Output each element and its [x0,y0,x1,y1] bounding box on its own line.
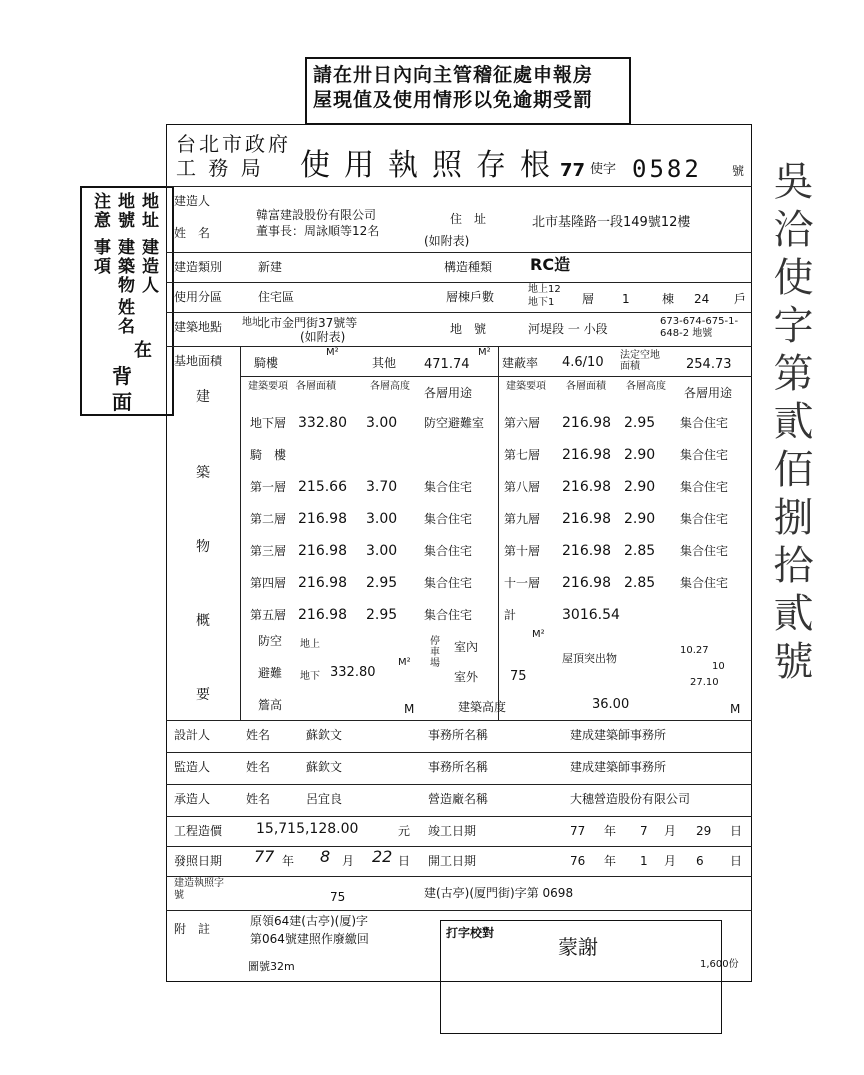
floor-header-area: 各層面積 [296,381,336,392]
use-value: 住宅區 [258,290,295,304]
floor-right-height-4: 2.85 [624,543,656,559]
issue-m: 月 [342,854,355,868]
builder-value2: 董事長：周詠順等12名 [256,224,380,238]
floor-left-height-5: 2.95 [366,575,398,591]
type-label: 建造類別 [174,260,223,274]
factory-label: 營造廠名稱 [428,792,489,806]
issue-d: 日 [398,854,411,868]
start-day: 6 [696,854,704,868]
top-stamp-line1: 請在卅日內向主管稽征處申報房 [313,64,594,86]
floor-right-height-1: 2.90 [624,447,656,463]
site-note: (如附表) [300,330,346,344]
parking-value: 75 [510,669,527,684]
floor-left-name-0: 地下層 [250,416,287,430]
designer-office: 建成建築師事務所 [570,728,667,742]
floor-right-name-1: 第七層 [504,448,541,462]
lot-numbers: 673-674-675-1-648-2 地號 [660,316,739,339]
household-unit: 戶 [734,292,747,306]
supervisor-name-label: 姓名 [246,760,271,774]
parking-indoor: 室內 [454,640,479,654]
issue-month: 8 [320,847,331,866]
start-year: 76 [570,854,586,868]
drawing-no: 圖號32m [248,960,295,973]
floor-left-height-4: 3.00 [366,543,398,559]
floor-right-use-4: 集合住宅 [680,544,729,558]
floor-right-height-5: 2.85 [624,575,656,591]
roof-value-1: 10.27 [680,645,709,656]
floor-header-item: 建築要項 [248,381,288,392]
site-value: 北市金門街37號等 [258,316,358,330]
floors-above: 地上12 [528,284,561,295]
row-divider-11 [166,876,752,877]
header-code-label: 使字 [590,162,617,177]
header-year: 77 [560,160,586,181]
supervisor-office: 建成建築師事務所 [570,760,667,774]
floors-label: 層棟戶數 [446,290,495,304]
left-stamp-note3: 面 [112,390,132,414]
left-stamp-note2: 背 [112,364,132,388]
floor-left-name-2: 第一層 [250,480,287,494]
complete-y: 年 [604,824,617,838]
floor-left-use-4: 集合住宅 [424,544,473,558]
complete-day: 29 [696,824,712,838]
top-stamp [305,57,631,125]
floor-header-use: 各層用途 [424,386,473,400]
floor-unit: 層 [582,292,595,306]
floor-header-item-r: 建築要項 [506,381,546,392]
floor-left-name-1: 騎 樓 [250,448,287,462]
address-label: 住 址 [450,212,487,226]
open-value: 254.73 [686,357,732,372]
open-label: 法定空地面積 [620,350,660,372]
eave-label: 簷高 [258,698,283,712]
supervisor-office-label: 事務所名稱 [428,760,489,774]
coverage-label: 建蔽率 [502,356,539,370]
households: 24 [694,292,710,306]
floor-left-area-0: 332.80 [298,415,347,431]
note-1: 原領64建(古亭)(厦)字 [250,914,368,928]
permit-text: 建(古亭)(厦門街)字第 0698 [424,886,574,900]
floor-right-name-4: 第十層 [504,544,541,558]
start-y: 年 [604,854,617,868]
floor-right-area-3: 216.98 [562,511,611,527]
floor-right-use-0: 集合住宅 [680,416,729,430]
complete-label: 竣工日期 [428,824,477,838]
floor-left-height-2: 3.70 [366,479,398,495]
complete-m: 月 [664,824,677,838]
air-raid-label: 防空 [258,634,283,648]
left-stamp-col3: 事項 [90,238,110,276]
floor-left-use-6: 集合住宅 [424,608,473,622]
structure-label: 構造種類 [444,260,493,274]
floor-right-use-3: 集合住宅 [680,512,729,526]
shelter-sub: 地下 [300,671,320,682]
header-main-title: 使用執照存根 [300,148,564,183]
floor-right-area-5: 216.98 [562,575,611,591]
cost-unit: 元 [398,824,411,838]
floor-right-use-1: 集合住宅 [680,448,729,462]
right-margin-text: 吳洽使字第貳佰捌拾貳號 [767,160,813,688]
side-label-3: 物 [196,539,210,555]
floor-right-use-5: 集合住宅 [680,576,729,590]
type-value: 新建 [258,260,283,274]
floor-left-name-5: 第四層 [250,576,287,590]
eave-m: M [404,702,415,716]
floor-right-area-6: 3016.54 [562,607,620,623]
floor-left-use-5: 集合住宅 [424,576,473,590]
floor-left-area-5: 216.98 [298,575,347,591]
factory: 大穗營造股份有限公司 [570,792,691,806]
permit-year: 75 [330,890,346,904]
other-m2: M² [478,347,491,358]
floor-header-height: 各層高度 [370,381,410,392]
floor-left-height-0: 3.00 [366,415,398,431]
left-stamp-col5: 地址 [138,192,158,230]
issue-day: 22 [372,847,393,866]
note-label: 附 註 [174,922,211,936]
complete-month: 7 [640,824,648,838]
shelter-m2: M² [398,657,411,668]
other-value: 471.74 [424,357,470,372]
floor-right-height-2: 2.90 [624,479,656,495]
header-suffix: 號 [732,164,745,178]
arcade-label: 騎樓 [254,356,279,370]
floor-left-area-6: 216.98 [298,607,347,623]
floor-right-name-5: 十一層 [504,576,541,590]
site-label: 建築地點 [174,320,223,334]
floor-right-area-4: 216.98 [562,543,611,559]
site-sub: 地址 [242,317,262,328]
floor-right-height-3: 2.90 [624,511,656,527]
floor-left-area-2: 215.66 [298,479,347,495]
row-divider-6 [166,720,752,721]
designer-office-label: 事務所名稱 [428,728,489,742]
side-label-4: 概 [196,613,210,629]
builder-label2: 姓 名 [174,226,211,240]
header-title2: 工 務 局 [176,156,264,180]
contractor-label: 承造人 [174,792,211,806]
contractor-name: 呂宜良 [306,792,343,806]
shelter-value: 332.80 [330,665,376,680]
left-stamp-col1: 注意 [90,192,110,230]
top-stamp-line2: 屋現值及使用情形以免逾期受罰 [313,89,594,111]
builder-value1: 韓富建設股份有限公司 [256,208,377,222]
row-divider-9 [166,816,752,817]
typed-check: 打字校對 [446,926,495,940]
approval: 蒙謝 [558,935,598,959]
floor-left-height-3: 3.00 [366,511,398,527]
address-value: 北市基隆路一段149號12樓 [532,215,691,230]
floor-header-use-r: 各層用途 [684,386,733,400]
designer-name-label: 姓名 [246,728,271,742]
floor-left-height-6: 2.95 [366,607,398,623]
floors-below: 地下1 [528,297,555,308]
vline-2 [498,346,499,720]
roof-label: 屋頂突出物 [562,652,617,665]
building-height-label: 建築高度 [458,700,507,714]
start-label: 開工日期 [428,854,477,868]
floor-left-name-6: 第五層 [250,608,287,622]
left-stamp-col4: 建築物 [114,238,134,295]
header-divider [166,186,752,187]
other-label: 其他 [372,356,397,370]
roof-value-3: 27.10 [690,677,719,688]
air-raid-sub: 地上 [300,639,320,650]
left-stamp-col6: 建造人 [138,238,158,295]
building-height-m: M [730,702,741,716]
header-number: 0582 [632,155,702,183]
floor-right-area-2: 216.98 [562,479,611,495]
designer-name: 蘇欽文 [306,728,343,742]
note-2: 第064號建照作廢繳回 [250,932,369,946]
row-divider-4 [166,346,752,347]
cost: 15,715,128.00 [256,821,359,837]
parking-label: 停車場 [430,636,440,669]
floor-left-area-3: 216.98 [298,511,347,527]
row-divider-5 [240,376,752,377]
floor-header-area-r: 各層面積 [566,381,606,392]
floor-left-use-3: 集合住宅 [424,512,473,526]
floor-left-use-2: 集合住宅 [424,480,473,494]
lot-value: 河堤段 一 小段 [528,322,608,336]
left-stamp-note1: 在 [134,340,152,361]
start-month: 1 [640,854,648,868]
permit-label: 建造執照字號 [174,878,224,901]
header-title1: 台北市政府 [176,132,291,156]
issue-y: 年 [282,854,295,868]
left-stamp [80,186,174,416]
contractor-name-label: 姓名 [246,792,271,806]
supervisor-name: 蘇欽文 [306,760,343,774]
floor-right-name-3: 第九層 [504,512,541,526]
arcade-m2: M² [326,347,339,358]
floor-header-height-r: 各層高度 [626,381,666,392]
floor-left-use-0: 防空避難室 [424,416,485,430]
parking-outdoor: 室外 [454,670,479,684]
floor-right-name-6: 計 [504,608,517,622]
use-label: 使用分區 [174,290,223,304]
structure-value: RC造 [530,255,571,274]
row-divider-7 [166,752,752,753]
start-m: 月 [664,854,677,868]
complete-year: 77 [570,824,586,838]
floor-right-name-0: 第六層 [504,416,541,430]
floor-left-name-4: 第三層 [250,544,287,558]
floor-right-area-1: 216.98 [562,447,611,463]
cost-label: 工程造價 [174,824,223,838]
vline-1 [240,346,241,720]
fee: 1,600份 [700,959,739,970]
row-divider-3 [166,312,752,313]
floor-right-name-2: 第八層 [504,480,541,494]
lot-label: 地 號 [450,322,487,336]
building-height: 36.00 [592,697,630,712]
coverage-value: 4.6/10 [562,355,604,370]
floor-right-height-0: 2.95 [624,415,656,431]
side-label-2: 築 [196,465,210,481]
row-divider-12 [166,910,752,911]
floor-left-area-4: 216.98 [298,543,347,559]
issue-label: 發照日期 [174,854,223,868]
side-label-1: 建 [196,389,210,405]
floor-left-name-3: 第二層 [250,512,287,526]
start-d: 日 [730,854,743,868]
parking-m2: M² [532,629,545,640]
side-label-5: 要 [196,687,210,703]
shelter-label: 避難 [258,666,283,680]
left-stamp-col2: 地號 [114,192,134,230]
address-note: (如附表) [424,234,470,248]
building-unit: 棟 [662,292,675,306]
row-divider-1 [166,252,752,253]
floor-right-use-2: 集合住宅 [680,480,729,494]
row-divider-2 [166,282,752,283]
supervisor-label: 監造人 [174,760,211,774]
issue-year: 77 [254,847,275,866]
builder-label1: 建造人 [174,194,211,208]
building-count: 1 [622,292,630,306]
complete-d: 日 [730,824,743,838]
row-divider-8 [166,784,752,785]
roof-value-2: 10 [712,661,725,672]
area-label: 基地面積 [174,354,223,368]
floor-right-area-0: 216.98 [562,415,611,431]
designer-label: 設計人 [174,728,211,742]
left-stamp-col7: 姓名 [114,298,134,336]
